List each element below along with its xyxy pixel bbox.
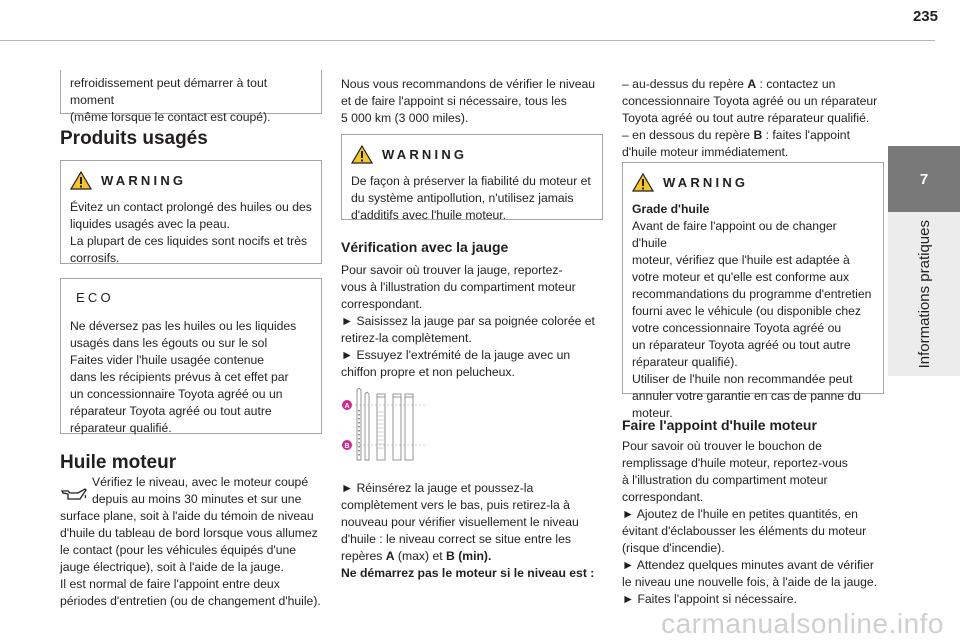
eco-line: réparateur Toyota agréé ou tout autre bbox=[70, 404, 272, 418]
eco-line: Faites vider l'huile usagée contenue bbox=[70, 353, 265, 367]
topup-line: Pour savoir où trouver le bouchon de bbox=[622, 439, 822, 453]
watermark: carmanualsonline.info bbox=[661, 608, 944, 639]
oil-line: jauge électrique), soit à l'aide de la jauge. bbox=[60, 560, 284, 574]
level-conditions bbox=[622, 76, 884, 161]
oil-text bbox=[60, 474, 322, 610]
warning-icon bbox=[70, 171, 92, 190]
intro-line: refroidissement peut démarrer à tout moment bbox=[70, 76, 268, 107]
warning-line: votre concessionnaire Toyota agréé ou bbox=[632, 321, 842, 335]
topup-text bbox=[622, 438, 884, 608]
oil-line: Il est normal de faire l'appoint entre deux bbox=[60, 577, 280, 591]
warning-line: votre moteur et qu'elle est conforme aux bbox=[632, 270, 850, 284]
warning-line: recommandations du programme d'entretien bbox=[632, 287, 872, 301]
warning-line: annuler votre garantie en cas de panne du bbox=[632, 389, 862, 403]
topup-line: ► Ajoutez de l'huile en petites quantités, en bbox=[622, 507, 858, 521]
eco-line: un concessionnaire Toyota agréé ou un bbox=[70, 387, 283, 401]
topup-line: ► Faites l'appoint si nécessaire. bbox=[622, 592, 797, 606]
warning-line: fourni avec le véhicule (ou disponible chez bbox=[632, 304, 861, 318]
warning-line: De façon à préserver la fiabilité du moteur et bbox=[351, 174, 591, 188]
oil-line: d'huile du tableau de bord lorsque vous allumez bbox=[60, 526, 318, 540]
page-number: 235 bbox=[912, 8, 938, 25]
warning-title bbox=[632, 173, 874, 192]
chapter-number: 7 bbox=[888, 146, 960, 212]
warning-line: Évitez un contact prolongé des huiles ou des bbox=[70, 200, 312, 214]
warning-line: La plupart de ces liquides sont nocifs et très bbox=[70, 234, 308, 248]
marker-a: A bbox=[344, 403, 350, 410]
warning-title-text: WARNING bbox=[382, 147, 468, 162]
eco-line: Ne déversez pas les huiles ou les liquides bbox=[70, 319, 297, 333]
topup-line: évitant d'éclabousser les éléments du moteur bbox=[622, 524, 867, 538]
header-rule bbox=[0, 40, 935, 41]
above-prefix: – au-dessus du repère bbox=[622, 77, 748, 91]
above-rest: : contactez un bbox=[756, 77, 836, 91]
above-line: concessionnaire Toyota agréé ou un réparateur bbox=[622, 94, 878, 108]
warning-box-2 bbox=[341, 134, 603, 220]
warning-title-text: WARNING bbox=[663, 175, 749, 190]
below-rest: : faites l'appoint bbox=[762, 128, 850, 142]
eco-title: ECO bbox=[76, 290, 114, 305]
topup-line: le niveau une nouvelle fois, à l'aide de la jauge. bbox=[622, 575, 878, 589]
topup-line: à l'illustration du compartiment moteur bbox=[622, 473, 828, 487]
recommend-line: Nous vous recommandons de vérifier le niveau bbox=[341, 77, 596, 91]
reperes-prefix: repères bbox=[341, 549, 386, 563]
dipstick-line: vous à l'illustration du compartiment moteur bbox=[341, 280, 576, 294]
oil-line: surface plane, soit à l'aide du témoin de niveau bbox=[60, 509, 314, 523]
warning-line: corrosifs. bbox=[70, 251, 120, 265]
oil-line: périodes d'entretien (ou de changement d'huile). bbox=[60, 594, 321, 608]
below-line: d'huile moteur immédiatement. bbox=[622, 145, 789, 159]
dipstick-line: ► Saisissez la jauge par sa poignée colorée et bbox=[341, 314, 595, 328]
warning-title-text: WARNING bbox=[101, 173, 187, 188]
warning-line: du système antipollution, n'utilisez jamais bbox=[351, 191, 574, 205]
warning-icon bbox=[632, 173, 654, 192]
warning-line: Utiliser de l'huile non recommandée peut bbox=[632, 372, 853, 386]
warning-line: d'additifs avec l'huile moteur. bbox=[351, 208, 507, 222]
intro-box bbox=[60, 70, 322, 124]
oil-can-icon bbox=[60, 486, 88, 502]
reinsert-line: ► Réinsérez la jauge et poussez-la bbox=[341, 481, 534, 495]
eco-line: usagés dans les égouts ou sur le sol bbox=[70, 336, 268, 350]
dipstick-line: ► Essuyez l'extrémité de la jauge avec un bbox=[341, 348, 571, 362]
heading-oil-topup: Faire l'appoint d'huile moteur bbox=[622, 417, 817, 433]
warning-icon bbox=[351, 145, 373, 164]
eco-line: dans les récipients prévus à cet effet par bbox=[70, 370, 289, 384]
above-line: Toyota agréé ou tout autre réparateur qualifié. bbox=[622, 111, 870, 125]
reinsert-text bbox=[341, 480, 603, 582]
reinsert-line: complètement vers le bas, puis retirez-la à bbox=[341, 498, 570, 512]
oil-line: Vérifiez le niveau, avec le moteur coupé bbox=[92, 475, 309, 489]
above-line bbox=[622, 76, 884, 93]
dipstick-illustration bbox=[341, 388, 431, 464]
warning-box-1 bbox=[60, 160, 322, 264]
chapter-title: Informations pratiques bbox=[915, 219, 933, 369]
marker-b: B bbox=[344, 443, 350, 450]
warning-title bbox=[70, 171, 312, 190]
below-line bbox=[622, 127, 884, 144]
recommend-line: 5 000 km (3 000 miles). bbox=[341, 111, 469, 125]
above-a: A bbox=[747, 77, 757, 91]
oil-line: le contact (pour les véhicules équipés d'une bbox=[60, 543, 297, 557]
eco-box bbox=[60, 278, 322, 434]
warning-line: moteur. bbox=[632, 406, 673, 420]
eco-line: réparateur qualifié. bbox=[70, 421, 172, 435]
heading-engine-oil: Huile moteur bbox=[60, 452, 177, 473]
intro-line: (même lorsque le contact est coupé). bbox=[70, 110, 271, 124]
warning-line: moteur, vérifiez que l'huile est adaptée à bbox=[632, 253, 850, 267]
reperes-line bbox=[341, 548, 603, 565]
topup-line: remplissage d'huile moteur, reportez-vous bbox=[622, 456, 848, 470]
below-prefix: – en dessous du repère bbox=[622, 128, 754, 142]
reperes-b: B (min). bbox=[446, 549, 492, 563]
recommend-line: et de faire l'appoint si nécessaire, tous les bbox=[341, 94, 567, 108]
recommend-text bbox=[341, 76, 603, 127]
warning-box-3 bbox=[622, 162, 884, 420]
topup-line: ► Attendez quelques minutes avant de vérifier bbox=[622, 558, 874, 572]
reinsert-line: d'huile : le niveau correct se situe entre les bbox=[341, 532, 571, 546]
warning-title bbox=[351, 145, 593, 164]
topup-line: (risque d'incendie). bbox=[622, 541, 725, 555]
heading-dipstick-check: Vérification avec la jauge bbox=[341, 239, 509, 255]
topup-line: correspondant. bbox=[622, 490, 704, 504]
warning-line: réparateur qualifié). bbox=[632, 355, 738, 369]
dipstick-line: chiffon propre et non pelucheux. bbox=[341, 365, 515, 379]
dipstick-line: retirez-la complètement. bbox=[341, 331, 472, 345]
reperes-a: A bbox=[385, 549, 395, 563]
do-not-start-line: Ne démarrez pas le moteur si le niveau est : bbox=[341, 566, 595, 580]
chapter-title-box bbox=[888, 212, 960, 376]
below-b: B bbox=[753, 128, 763, 142]
dipstick-diagram bbox=[341, 388, 431, 464]
dipstick-text bbox=[341, 262, 603, 381]
dipstick-line: correspondant. bbox=[341, 297, 423, 311]
warning-line: Avant de faire l'appoint ou de changer d'huile bbox=[632, 219, 837, 250]
warning-line: un réparateur Toyota agréé ou tout autre bbox=[632, 338, 851, 352]
heading-used-products: Produits usagés bbox=[60, 128, 208, 149]
reperes-mid: (max) et bbox=[394, 549, 446, 563]
oil-line: depuis au moins 30 minutes et sur une bbox=[92, 492, 302, 506]
dipstick-line: Pour savoir où trouver la jauge, reportez- bbox=[341, 263, 563, 277]
oil-grade-title: Grade d'huile bbox=[632, 202, 710, 216]
warning-line: liquides usagés avec la peau. bbox=[70, 217, 230, 231]
chapter-tab[interactable] bbox=[888, 146, 960, 376]
reinsert-line: nouveau pour vérifier visuellement le niveau bbox=[341, 515, 579, 529]
